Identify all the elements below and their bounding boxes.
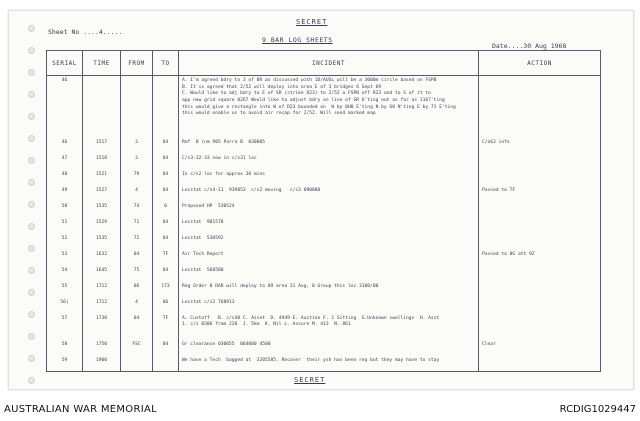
entry-incident: Locstat 530592 [179, 234, 479, 250]
log-entry [47, 298, 601, 314]
entry-time: 1517 [83, 138, 121, 154]
entry-to: 04 [153, 218, 179, 234]
col-from: FROM [121, 51, 153, 76]
entry-from: 04 [121, 314, 153, 340]
entry-action [479, 218, 601, 234]
binding-hole [28, 113, 35, 120]
binding-hole [28, 69, 35, 76]
col-incident: INCIDENT [179, 51, 479, 76]
entry-action [479, 266, 601, 282]
archive-footer [0, 396, 640, 420]
entry-from: 79 [121, 170, 153, 186]
entry-incident: Ref B (nm 905 Parra B 030805 [179, 138, 479, 154]
binding-hole [28, 333, 35, 340]
entry-serial: 51 [47, 218, 83, 234]
log-date: Date....30 Aug 1968 [492, 42, 567, 50]
entry-serial: 55 [47, 282, 83, 298]
entry-incident: C/s3-32-33 now in c/s31 loc [179, 154, 479, 170]
log-entry [47, 282, 601, 298]
entry-time: 1521 [83, 170, 121, 186]
entry-from: 06 [121, 282, 153, 298]
log-entry [47, 170, 601, 186]
entry-to: 173 [153, 282, 179, 298]
archive-reference: RCDIG1029447 [559, 404, 636, 415]
entry-incident: Locstat 568580 [179, 266, 479, 282]
entry-to: 06 [153, 298, 179, 314]
entry-action: Passed to 0G att 9Z [479, 250, 601, 266]
entry-incident: Air Tech Report [179, 250, 479, 266]
entry-action [479, 76, 601, 138]
entry-action: C/o62 info [479, 138, 601, 154]
entry-time: 1535 [83, 234, 121, 250]
entry-serial: 54 [47, 266, 83, 282]
entry-from: 4 [121, 186, 153, 202]
entry-action: Passed to TF [479, 186, 601, 202]
binding-hole [28, 201, 35, 208]
binding-hole [28, 157, 35, 164]
entry-from: 74 [121, 202, 153, 218]
entry-incident: Locstat c/s4-11 939853 c/s2 moving c/s3 090880 [179, 186, 479, 202]
entry-incident: Gr clearance 030055 064000 4500 [179, 340, 479, 356]
entry-to: TF [153, 250, 179, 266]
entry-from: 75 [121, 266, 153, 282]
col-serial: SERIAL [47, 51, 83, 76]
entry-incident: In c/s2 loc for approx 30 mins [179, 170, 479, 186]
entry-to [153, 356, 179, 372]
log-entry [47, 138, 601, 154]
entry-time: 1730 [83, 314, 121, 340]
entry-serial: 47 [47, 154, 83, 170]
entry-action: Clear [479, 340, 601, 356]
entry-to: 04 [153, 186, 179, 202]
binding-hole [28, 289, 35, 296]
entry-from [121, 76, 153, 138]
entry-serial: 58 [47, 340, 83, 356]
binding-hole [28, 179, 35, 186]
entry-serial: 57 [47, 314, 83, 340]
log-entry [47, 154, 601, 170]
binding-hole [28, 377, 35, 384]
classification-top: SECRET [296, 18, 328, 26]
entry-incident: Locstat c/s2 768913 [179, 298, 479, 314]
entry-action [479, 298, 601, 314]
log-entry [47, 76, 601, 138]
entry-serial: 59 [47, 356, 83, 372]
archive-name: AUSTRALIAN WAR MEMORIAL [4, 404, 157, 415]
entry-incident: We have a Tech bagged at 3205585. Recover their ysh has been req but they may have to stay [179, 356, 479, 372]
binding-hole [28, 355, 35, 362]
entry-action [479, 314, 601, 340]
entry-incident: A. Custoff B. c/s40 C. Asset D. 4949 E. Auction F. 1 Sitting G.Unknown swellings H. Asst 1. c/s 0306 from 220 J. 5km K. Nil L. Assure M. 413 N. 861 [179, 314, 479, 340]
log-entry [47, 186, 601, 202]
log-entry [47, 218, 601, 234]
entry-action [479, 154, 601, 170]
entry-time: 1750 [83, 340, 121, 356]
entry-to: 04 [153, 340, 179, 356]
entry-from: FSC [121, 340, 153, 356]
entry-from: 04 [121, 250, 153, 266]
entry-time: 1527 [83, 186, 121, 202]
entry-incident: A. I'm agreed bdry to 3 of BR as discussed with 1D/AUSL will be a 3000m circle based on FSPB B. It is agreed that 2/52 will deploy into area E of 3 bridges 6 Sept 69 C. Would like to adj bdry to E of SR (strike R23) to 2/52 a FSPB off R23 and to S of it to app new grid square 0267 Would like to adjust bdry on line of GR 6'ting out as far as 1167'ting this would give a rectangle into W of R23 bounded on W by 0H0 E'ting N by 60 N'ting E by 71 E'ting this would enable us to avoid air recap for 2/52. Will send marked map [179, 76, 479, 138]
entry-from: 4 [121, 298, 153, 314]
entry-incident: Proposed HP 530524 [179, 202, 479, 218]
binding-hole [28, 245, 35, 252]
entry-incident: Reg Order 0 RAR will deploy to 89 area 31 Aug, 0 Group this loc 3100/00 [179, 282, 479, 298]
binding-hole [28, 47, 35, 54]
entry-to: 04 [153, 266, 179, 282]
entry-time: 1529 [83, 218, 121, 234]
entry-serial: 52 [47, 234, 83, 250]
log-entry [47, 234, 601, 250]
entry-to: 0 [153, 202, 179, 218]
log-entry [47, 356, 601, 372]
binding-hole [28, 223, 35, 230]
binding-hole [28, 267, 35, 274]
entry-to: 04 [153, 154, 179, 170]
entry-to [153, 76, 179, 138]
col-time: TIME [83, 51, 121, 76]
log-entry [47, 340, 601, 356]
log-entry [47, 314, 601, 340]
entry-serial: 49 [47, 186, 83, 202]
entry-from: 72 [121, 234, 153, 250]
entry-serial: 53 [47, 250, 83, 266]
sheet-number: Sheet No ....4..... [48, 28, 123, 36]
entry-action [479, 170, 601, 186]
entry-time: 1712 [83, 298, 121, 314]
entry-from: 3 [121, 154, 153, 170]
entry-to: 04 [153, 170, 179, 186]
log-entry [47, 266, 601, 282]
entry-serial: 46 [47, 76, 83, 138]
log-entry [47, 202, 601, 218]
entry-to: 04 [153, 138, 179, 154]
log-entry [47, 250, 601, 266]
entry-action [479, 356, 601, 372]
entry-to: TF [153, 314, 179, 340]
col-to: TO [153, 51, 179, 76]
entry-incident: Locstat 981578 [179, 218, 479, 234]
entry-serial: 46 [47, 138, 83, 154]
entry-action [479, 234, 601, 250]
binding-hole [28, 91, 35, 98]
entry-serial: 56( [47, 298, 83, 314]
binding-hole [28, 135, 35, 142]
entry-to: 04 [153, 234, 179, 250]
entry-action [479, 282, 601, 298]
entry-from: 3 [121, 138, 153, 154]
entry-time: 1712 [83, 282, 121, 298]
entry-time [83, 76, 121, 138]
log-table [46, 50, 601, 372]
entry-time: 1518 [83, 154, 121, 170]
classification-bottom: SECRET [294, 376, 326, 384]
col-action: ACTION [479, 51, 601, 76]
entry-action [479, 202, 601, 218]
binding-hole [28, 25, 35, 32]
entry-from: 71 [121, 218, 153, 234]
log-table-header [47, 51, 601, 76]
entry-serial: 48 [47, 170, 83, 186]
entry-from [121, 356, 153, 372]
entry-time: 1645 [83, 266, 121, 282]
binding-hole [28, 311, 35, 318]
entry-time: 1900 [83, 356, 121, 372]
entry-serial: 50 [47, 202, 83, 218]
entry-time: 1535 [83, 202, 121, 218]
binding-holes [28, 25, 34, 421]
entry-time: 1632 [83, 250, 121, 266]
log-title: 9 BAR LOG SHEETS [262, 36, 333, 44]
